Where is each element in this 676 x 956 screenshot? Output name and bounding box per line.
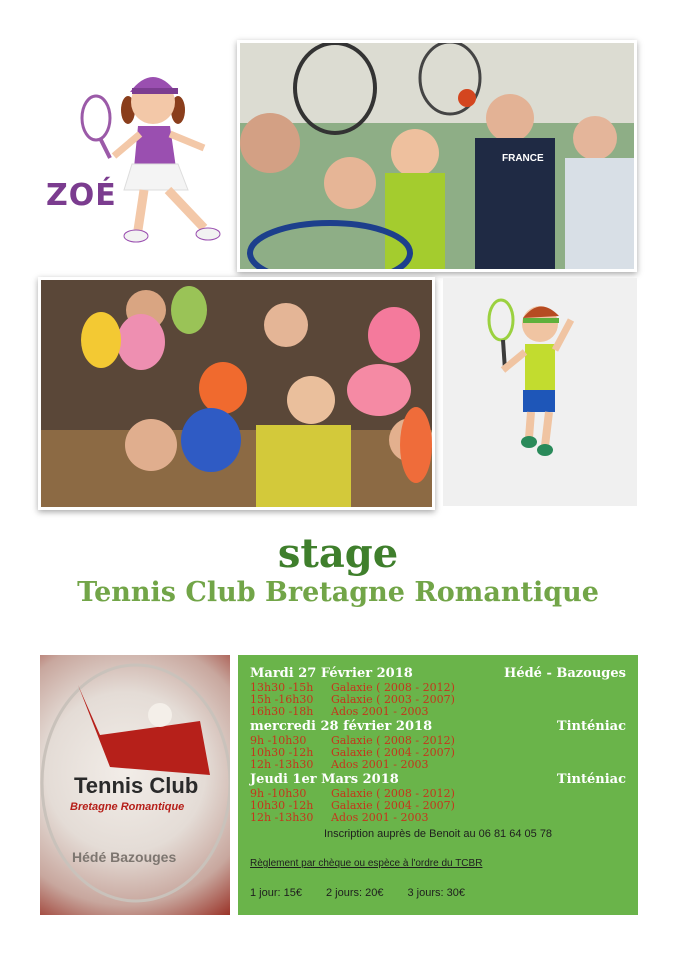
logo-location: Hédé Bazouges [72, 849, 177, 865]
slot-group: Galaxie ( 2003 - 2007) [331, 693, 455, 706]
club-name: Tennis Club Bretagne Romantique [77, 577, 599, 608]
schedule-slot [250, 812, 626, 824]
photo-kids-balloons-drawing [41, 280, 432, 507]
zoe-illustration [40, 40, 232, 262]
day-place: Tinténiac [556, 719, 626, 734]
photo-kids-rackets-drawing [240, 43, 634, 269]
price-3-days: 3 jours: 30€ [407, 887, 465, 899]
headline: stage [277, 530, 399, 577]
slot-time: 12h -13h30 [250, 758, 314, 771]
photo-kids-with-balloons [38, 277, 435, 510]
photo-kids-with-rackets [237, 40, 637, 272]
day-date: Mardi 27 Février 2018 [250, 666, 413, 681]
inscription-info: Inscription auprès de Benoit au 06 81 64 05 78 [323, 828, 553, 840]
day-place: Tinténiac [556, 772, 626, 787]
price-2-days: 2 jours: 20€ [325, 887, 384, 899]
slot-group: Ados 2001 - 2003 [331, 758, 429, 771]
schedule-day-2 [250, 718, 626, 771]
club-logo-photo [40, 655, 230, 915]
slot-time: 9h -10h30 [250, 734, 307, 747]
slot-time: 10h30 -12h [250, 799, 314, 812]
slot-group: Ados 2001 - 2003 [331, 705, 429, 718]
zoe-label: ZOÉ [46, 178, 117, 213]
slot-group: Ados 2001 - 2003 [331, 811, 429, 824]
slot-group: Galaxie ( 2008 - 2012) [331, 734, 455, 747]
day-place: Hédé - Bazouges [504, 666, 626, 681]
schedule-slot [250, 759, 626, 771]
payment-rules: Règlement par chèque ou espèce à l'ordre du TCBR [250, 858, 483, 869]
slot-time: 15h -16h30 [250, 693, 314, 706]
slot-group: Galaxie ( 2004 - 2007) [331, 799, 455, 812]
slot-group: Galaxie ( 2008 - 2012) [331, 787, 455, 800]
slot-group: Galaxie ( 2008 - 2012) [331, 681, 455, 694]
pricing [250, 887, 626, 899]
slot-time: 16h30 -18h [250, 705, 314, 718]
schedule-day-1 [250, 665, 626, 718]
slot-time: 9h -10h30 [250, 787, 307, 800]
logo-title: Tennis Club [74, 773, 199, 798]
schedule-day-3 [250, 771, 626, 824]
schedule-panel [238, 655, 638, 915]
zoe-character-drawing [40, 40, 232, 262]
day-date: mercredi 28 février 2018 [250, 719, 433, 734]
day-date: Jeudi 1er Mars 2018 [250, 772, 399, 787]
schedule-slot [250, 706, 626, 718]
slot-time: 12h -13h30 [250, 811, 314, 824]
slot-time: 10h30 -12h [250, 746, 314, 759]
jersey-text: FRANCE [502, 153, 544, 164]
price-1-day: 1 jour: 15€ [250, 887, 302, 899]
slot-time: 13h30 -15h [250, 681, 314, 694]
tennis-boy-illustration [443, 278, 637, 506]
tennis-boy-drawing [443, 278, 637, 506]
slot-group: Galaxie ( 2004 - 2007) [331, 746, 455, 759]
logo-subtitle: Bretagne Romantique [70, 801, 185, 813]
